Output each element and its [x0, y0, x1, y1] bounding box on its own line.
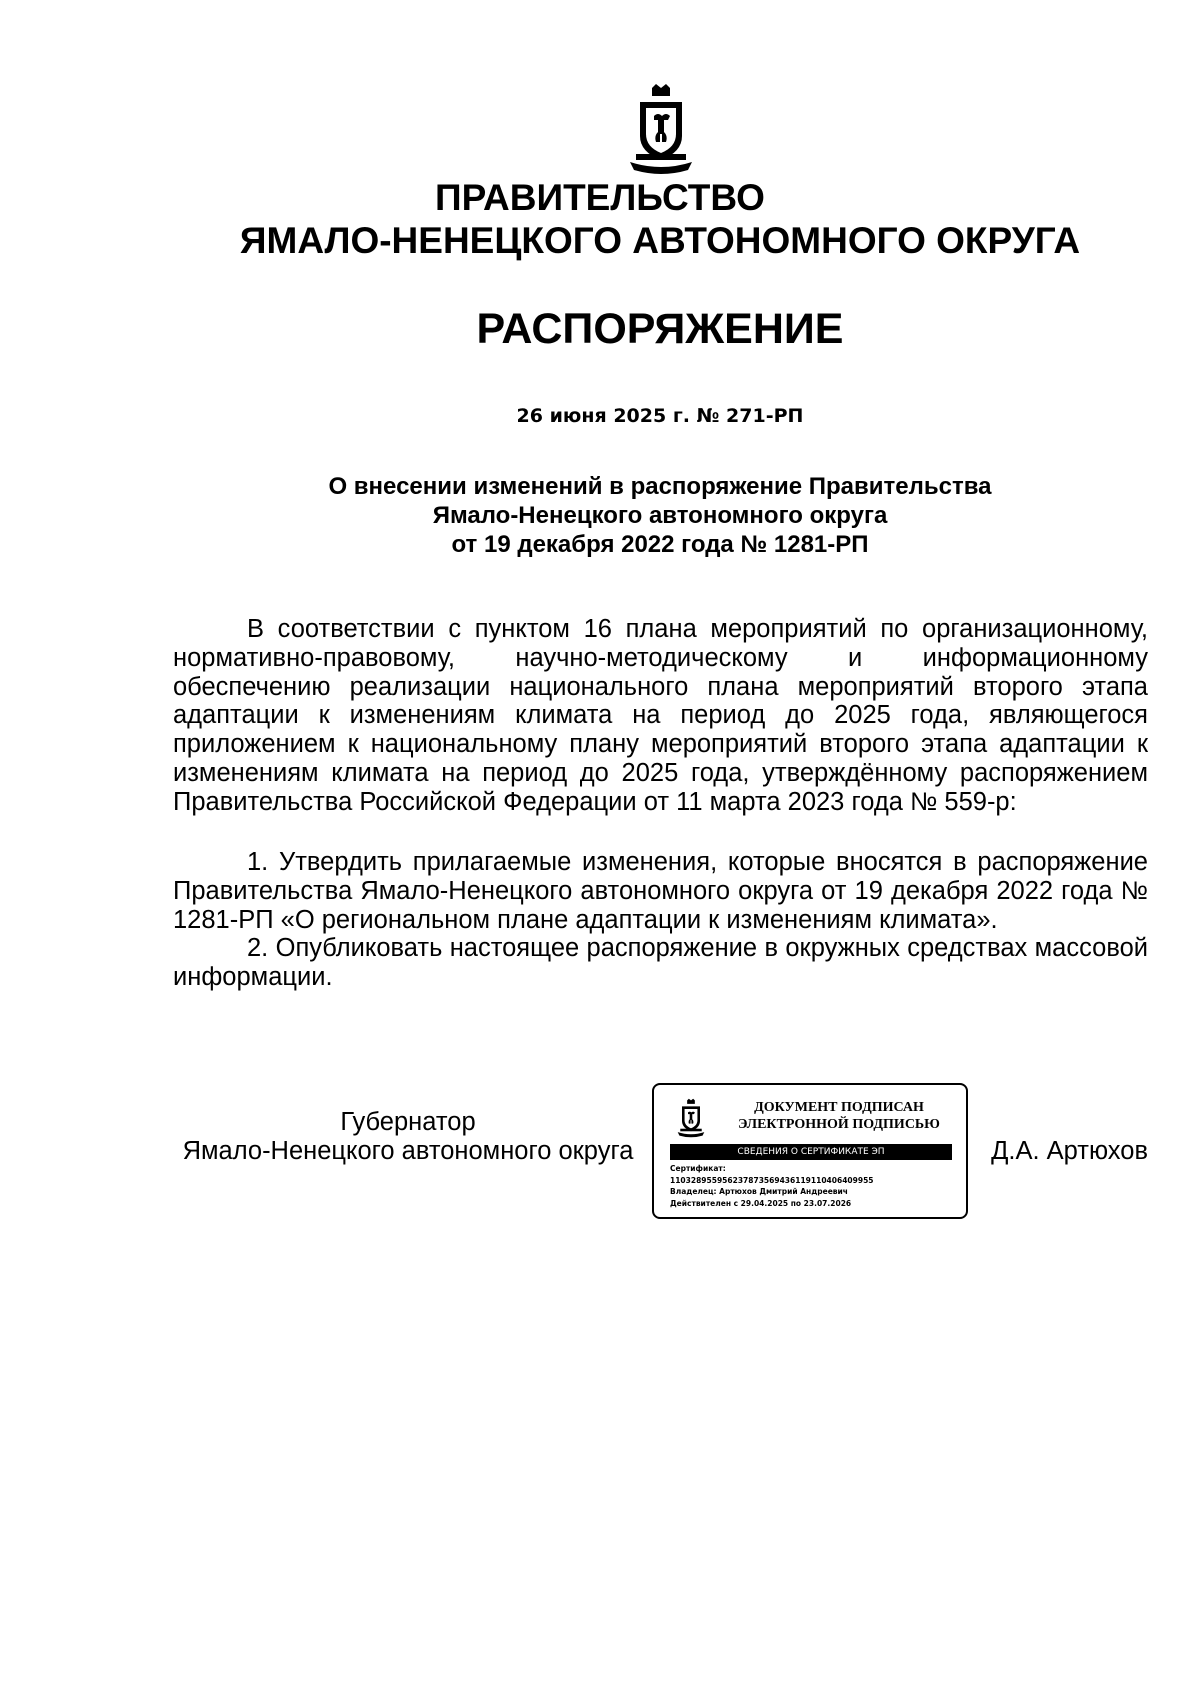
subject-line: О внесении изменений в распоряжение Правительства	[328, 473, 992, 500]
document-type: РАСПОРЯЖЕНИЕ	[476, 305, 844, 353]
stamp-title	[714, 1099, 964, 1133]
stamp-owner: Владелец: Артюхов Дмитрий Андреевич	[670, 1187, 848, 1196]
signatory-position	[173, 1108, 643, 1166]
signatory-position-line: Ямало-Ненецкого автономного округа	[182, 1137, 634, 1165]
decree-items	[173, 848, 1148, 992]
stamp-cert-label: Сертификат:	[670, 1164, 726, 1173]
stamp-details	[670, 1163, 960, 1209]
decree-item: 2. Опубликовать настоящее распоряжение в окружных средствах массовой информации.	[173, 934, 1148, 992]
coat-of-arms-icon	[626, 84, 696, 174]
document-subject	[60, 472, 1200, 559]
coat-of-arms-icon	[676, 1097, 706, 1139]
subject-line: Ямало-Ненецкого автономного округа	[432, 502, 888, 529]
subject-line: от 19 декабря 2022 года № 1281-РП	[451, 531, 869, 558]
org-title-line2: ЯМАЛО-НЕНЕЦКОГО АВТОНОМНОГО ОКРУГА	[239, 220, 1081, 261]
document-number: 26 июня 2025 г. № 271-РП	[516, 405, 804, 427]
stamp-title-line: ЭЛЕКТРОННОЙ ПОДПИСЬЮ	[738, 1117, 940, 1132]
signatory-position-line: Губернатор	[340, 1108, 476, 1136]
preamble-paragraph: В соответствии с пунктом 16 плана мероприятий по организационному, нормативно-правовому, научно-методическому и информационному обеспечению реализации национального плана мероприятий второго этапа адаптации к изменениям климата на период до 2025 года, являющегося приложением к национальному плану мероприятий второго этапа адаптации к изменениям климата на период до 2025 года, утверждённому распоряжением Правительства Российской Федерации от 11 марта 2023 года № 559-р:	[173, 615, 1148, 816]
electronic-signature-stamp	[652, 1083, 968, 1219]
stamp-validity: Действителен с 29.04.2025 по 23.07.2026	[670, 1198, 852, 1208]
org-title-line1: ПРАВИТЕЛЬСТВО	[435, 177, 765, 218]
stamp-cert-value: 110328955956237873569436119110406409955	[670, 1175, 874, 1185]
signatory-name: Д.А. Артюхов	[991, 1137, 1148, 1165]
stamp-certificate-bar: СВЕДЕНИЯ О СЕРТИФИКАТЕ ЭП	[670, 1144, 952, 1160]
decree-item: 1. Утвердить прилагаемые изменения, которые вносятся в распоряжение Правительства Ямало-Ненецкого автономного округа от 19 декабря 2022 года № 1281-РП «О региональном плане адаптации к изменениям климата».	[173, 848, 1148, 934]
stamp-title-line: ДОКУМЕНТ ПОДПИСАН	[754, 1100, 924, 1115]
